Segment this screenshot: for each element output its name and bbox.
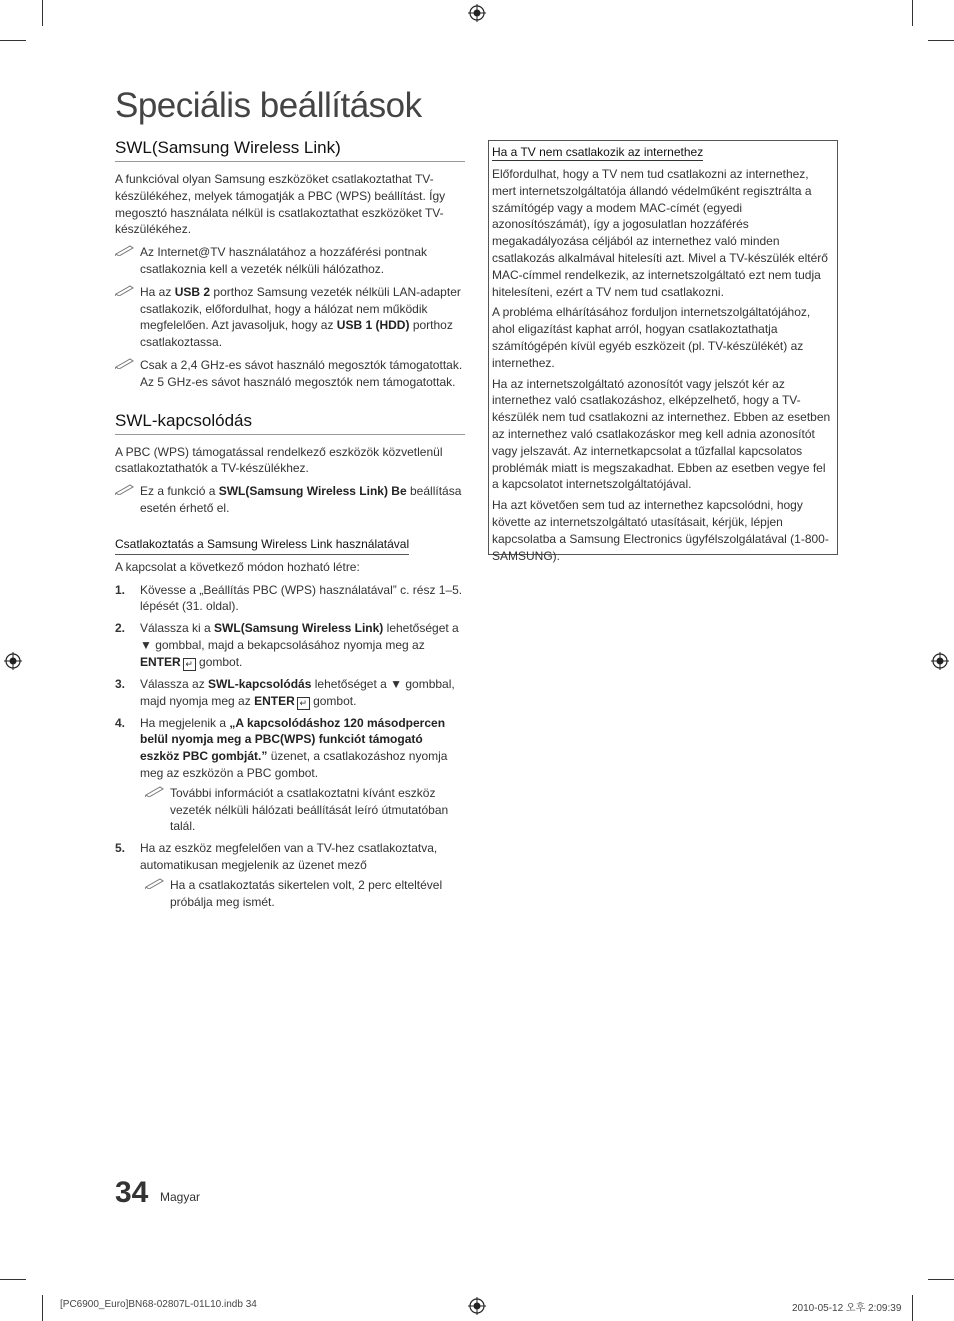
note	[115, 284, 465, 351]
pencil-note-icon	[115, 244, 135, 256]
swl-connect-option-label: SWL-kapcsolódás	[208, 676, 312, 691]
enter-icon: ↵	[183, 658, 196, 671]
note-text: Ez a funkció a	[140, 484, 216, 499]
pencil-note-icon	[115, 284, 135, 296]
note	[115, 244, 465, 278]
step-text: Válassza az	[140, 676, 205, 691]
step-text: Válassza ki a	[140, 621, 211, 636]
note-text: porthoz csatlakoztassa.	[140, 318, 453, 350]
note	[115, 483, 465, 517]
crop-mark	[0, 1279, 26, 1280]
note-text: porthoz Samsung vezeték nélküli LAN-adapter csatlakozik, előfordulhat, hogy a hálózat nem működik megfelelően. Azt javasoljuk, hogy az	[140, 284, 461, 333]
language-label: Magyar	[160, 1190, 201, 1204]
crop-mark	[912, 0, 913, 26]
step-list	[115, 582, 465, 911]
step-number: 3.	[115, 676, 126, 691]
registration-mark-icon	[4, 652, 22, 670]
step-number: 2.	[115, 621, 126, 636]
note-text: Csak a 2,4 GHz-es sávot használó megosztók támogatottak. Az 5 GHz-es sávot használó megosztók nem támogatottak.	[140, 357, 463, 389]
note-text: További információt a csatlakoztatni kívánt eszköz vezeték nélküli hálózati beállítását leíró útmutatóban talál.	[170, 785, 449, 834]
box-paragraph: Előfordulhat, hogy a TV nem tud csatlakozni az internethez, mert internetszolgáltatója állandó védelműként regisztrálta a számítógép vagy a modem MAC-címét (egyedi azonosítószámát), így a jogosulatlan hozzáférés megakadályozása céljából az internethez való minden csatlakozás alkalmával hitelesíti azt. Mivel a TV-készülék eltérő MAC-címmel rendelkezik, az internetszolgáltató ezt nem tudja hitelesíteni, ezért a TV nem tud csatlakozni.	[492, 167, 828, 299]
box-paragraph: Ha azt követően sem tud az internethez kapcsolódni, hogy követte az internetszolgáltató utasításait, kérjük, lépjen kapcsolatba a Samsung Electronics ügyfélszolgálatával (1-800-SAMSUNG).	[492, 498, 829, 563]
step-text: Ha megjelenik a	[140, 715, 227, 730]
swl-on-label: SWL(Samsung Wireless Link) Be	[218, 484, 407, 499]
pbc-message: „A kapcsolódáshoz 120 másodpercen belül nyomja meg a PBC(WPS) funkciót támogató eszköz PBC gombját.”	[140, 715, 446, 764]
note	[115, 357, 465, 391]
step-item	[115, 620, 465, 671]
step-number: 1.	[115, 582, 126, 597]
step-text: Kövesse a „Beállítás PBC (WPS) használatával” c. rész 1–5. lépését (31. oldal).	[140, 582, 463, 614]
enter-label: ENTER	[140, 654, 181, 669]
pencil-note-icon	[145, 877, 165, 889]
usb1-label: USB 1 (HDD)	[336, 318, 410, 333]
crop-mark	[928, 40, 954, 41]
crop-mark	[0, 40, 26, 41]
swl-intro: A funkcióval olyan Samsung eszközöket csatlakoztathat TV-készülékéhez, melyek támogatják a PBC (WPS) beállítást. Így megosztó használata nélkül is csatlakoztathat eszközöket TV-készülékéhez.	[115, 172, 446, 237]
pencil-note-icon	[115, 483, 135, 495]
note-text: Ha a csatlakoztatás sikertelen volt, 2 perc elteltével próbálja meg ismét.	[170, 877, 443, 909]
note	[145, 877, 465, 911]
step-text: gombot.	[313, 693, 357, 708]
note-text: Az Internet@TV használatához a hozzáférési pontnak csatlakoznia kell a vezeték nélküli hálózathoz.	[140, 245, 428, 276]
page-title: Speciális beállítások	[115, 86, 422, 125]
box-paragraph: Ha az internetszolgáltató azonosítót vagy jelszót kér az internethez való csatlakozáshoz, elképzelhető, hogy a TV-készülék nem tud csatlakozni az internethez. Ebben az esetben az internethez való csatlakozáskor meg kell adnia azonosítót vagy jelszavát. Az internetkapcsolat a tűzfallal kapcsolatos problémák miatt is megszakadhat. Ebben az esetben vegye fel a kapcsolatot internetszolgáltatójával.	[492, 376, 831, 492]
crop-mark	[912, 1295, 913, 1321]
step-text: gombot.	[199, 654, 243, 669]
note-text: beállítása esetén érhető el.	[140, 484, 462, 515]
enter-label: ENTER	[254, 693, 295, 708]
section-heading-swl: SWL(Samsung Wireless Link)	[115, 138, 465, 162]
crop-mark	[42, 0, 43, 26]
step-number: 4.	[115, 715, 126, 730]
section-heading-swl-connect: SWL-kapcsolódás	[115, 411, 465, 435]
step-item	[115, 840, 465, 910]
step-number: 5.	[115, 841, 126, 856]
footer-file: [PC6900_Euro]BN68-02807L-01L10.indb 34	[60, 1299, 257, 1310]
page-number: 34	[115, 1176, 149, 1209]
box-title: Ha a TV nem csatlakozik az internethez	[492, 145, 704, 159]
step-text: lehetőséget a ▼ gombbal, majd a bekapcsolásához nyomja meg az	[140, 621, 459, 652]
pencil-note-icon	[145, 785, 165, 797]
step-item	[115, 676, 465, 710]
note-text: Ha az	[140, 284, 172, 299]
step-text: lehetőséget a ▼ gombbal, majd nyomja meg az	[140, 676, 455, 708]
crop-mark	[928, 1279, 954, 1280]
troubleshooting-box	[488, 140, 838, 563]
step-text: Ha az eszköz megfelelően van a TV-hez csatlakoztatva, automatikusan megjelenik az üzenet mező	[140, 841, 438, 872]
steps-intro: A kapcsolat a következő módon hozható létre:	[115, 559, 360, 574]
step-item	[115, 715, 465, 836]
note	[145, 785, 465, 835]
step-item	[115, 582, 465, 616]
usb2-label: USB 2	[174, 284, 211, 299]
box-paragraph: A probléma elhárításához forduljon internetszolgáltatójához, ahol eligazítást kaphat arról, hogyan csatlakoztathatja számítógépén kívül egyéb eszközeit (pl. TV-készülékét) az internethez.	[492, 305, 811, 370]
subheading-connect-steps: Csatlakoztatás a Samsung Wireless Link használatával	[115, 537, 409, 555]
enter-icon: ↵	[297, 697, 310, 710]
footer-timestamp: 2010-05-12 오후 2:09:39	[792, 1303, 902, 1314]
pencil-note-icon	[115, 357, 135, 369]
swl-option-label: SWL(Samsung Wireless Link)	[214, 621, 384, 636]
registration-mark-icon	[468, 4, 486, 22]
registration-mark-icon	[468, 1297, 486, 1315]
crop-mark	[42, 1295, 43, 1321]
left-column	[115, 138, 465, 915]
step-text: üzenet, a csatlakozáshoz nyomja meg az eszközön a PBC gombot.	[140, 749, 448, 780]
swl-connect-intro: A PBC (WPS) támogatással rendelkező eszközök közvetlenül csatlakoztathatók a TV-készülékhez.	[115, 444, 443, 476]
registration-mark-icon	[931, 652, 949, 670]
